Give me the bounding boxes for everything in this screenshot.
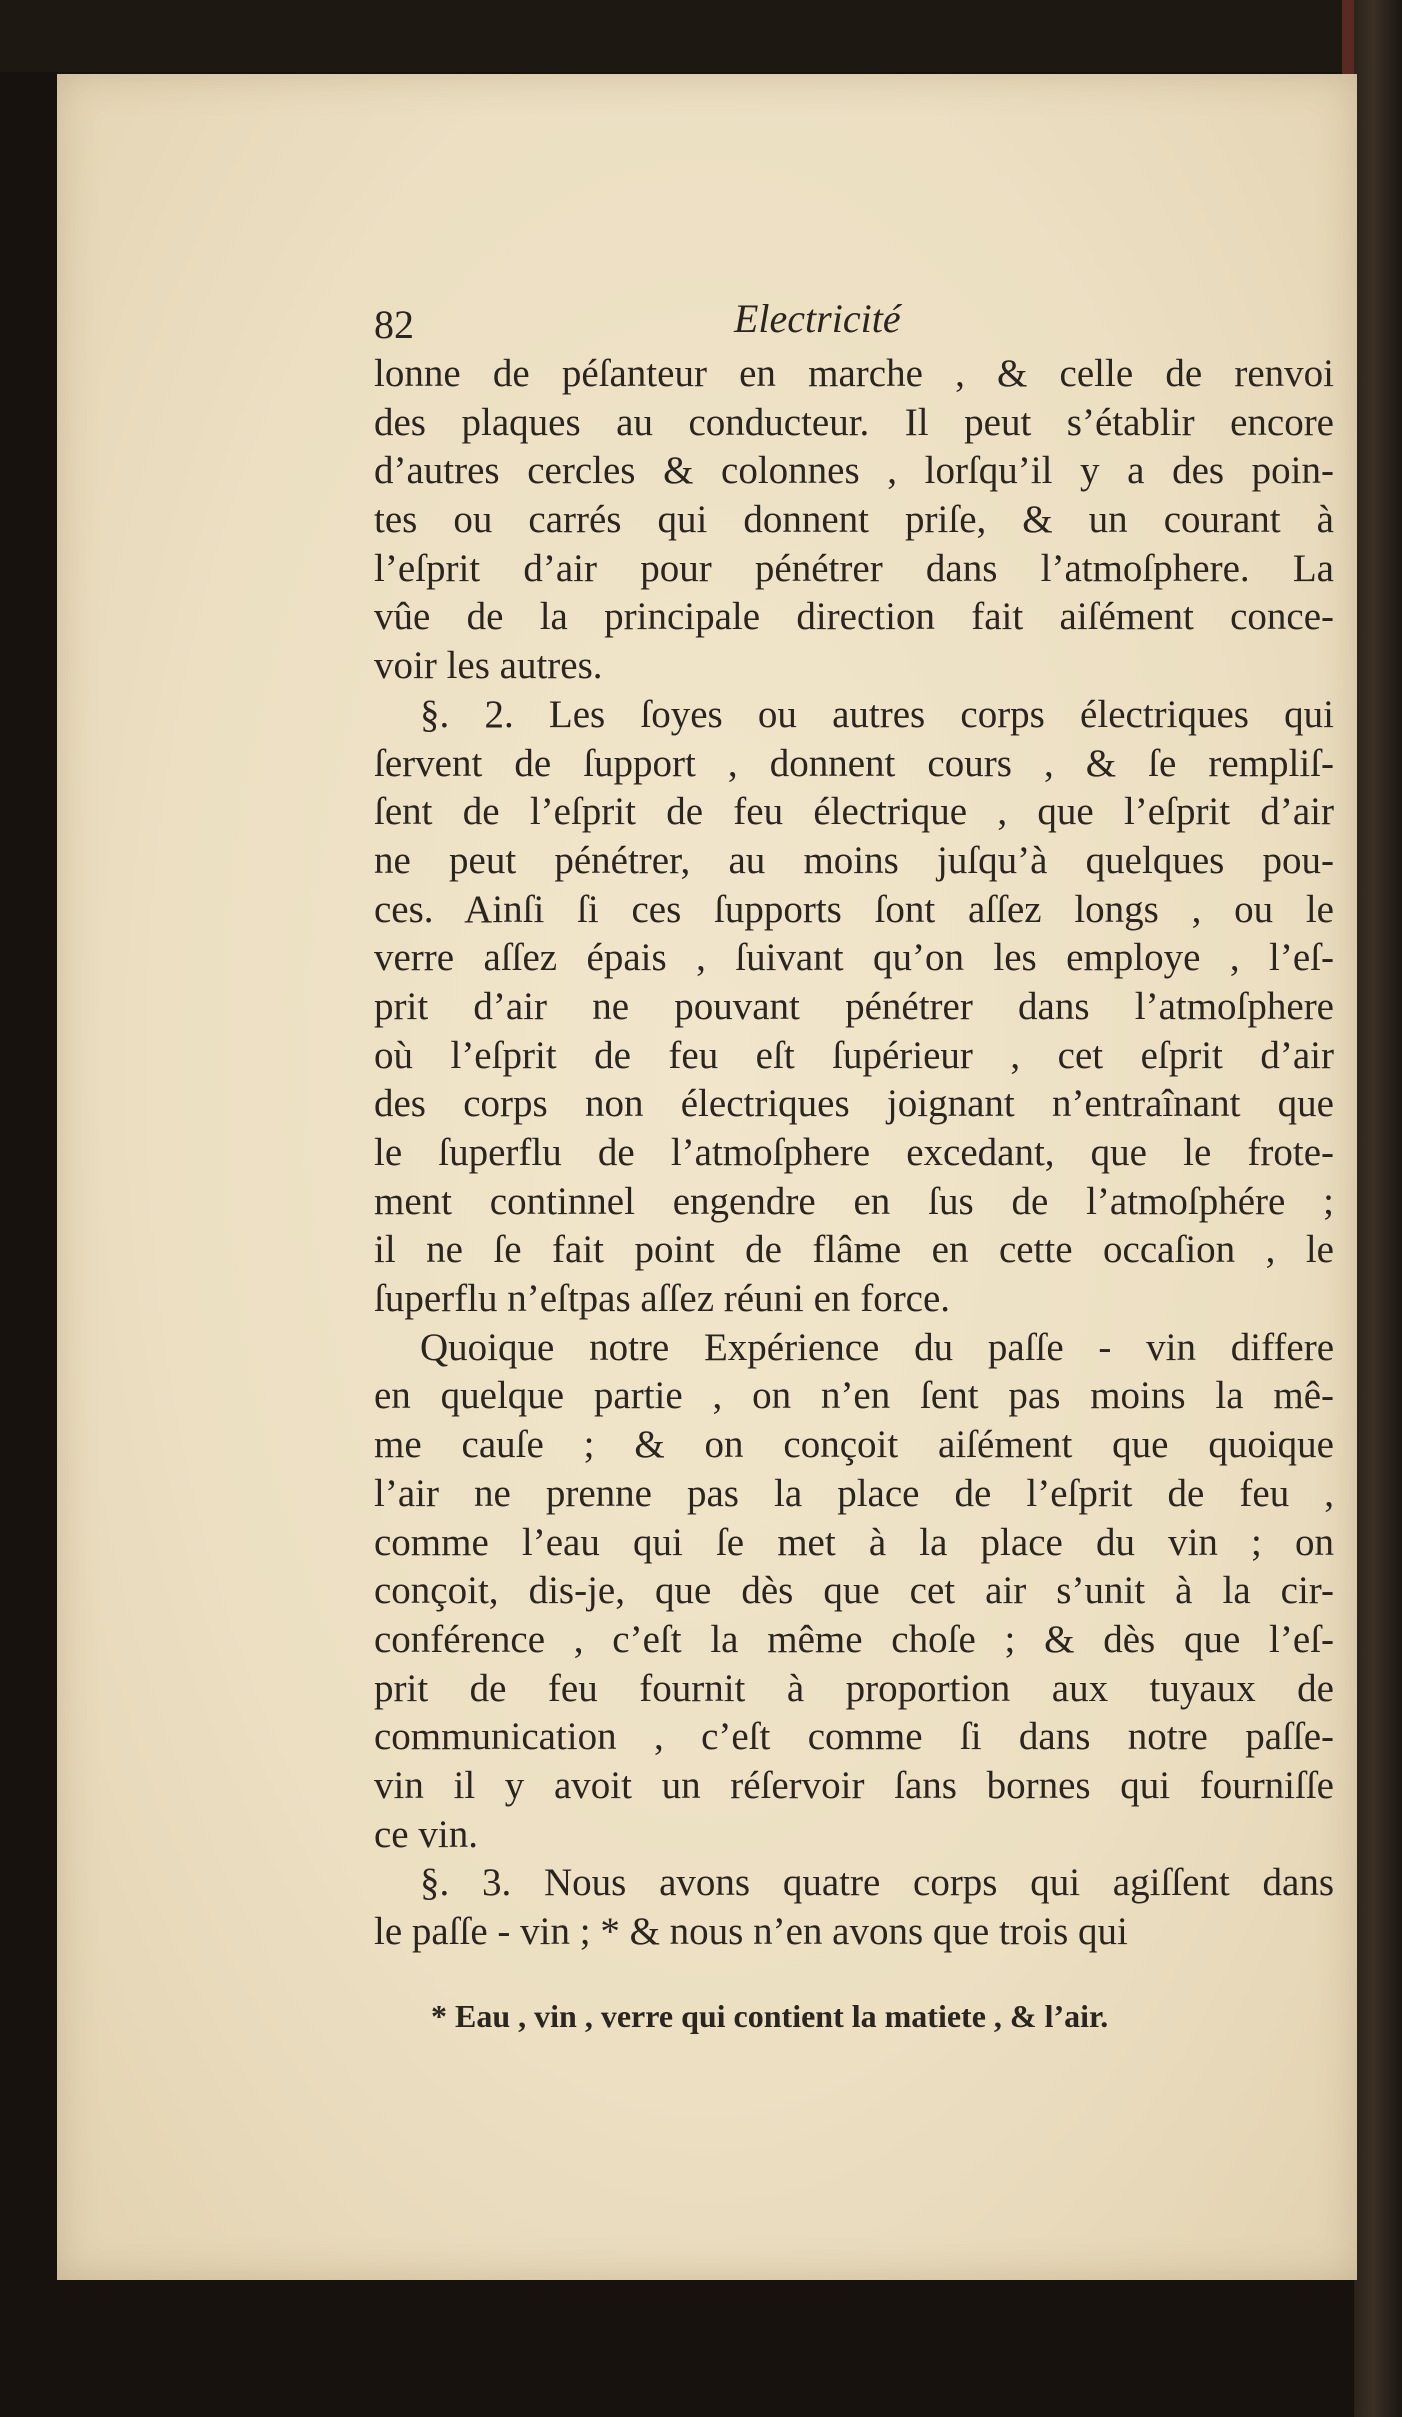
text-line: vûe de la principale direction fait aiſément conce- [374,595,1334,639]
text-line: ce vin. [374,1812,478,1856]
text-line: comme l’eau qui ſe met à la place du vin ; on [374,1520,1334,1564]
text-line: conçoit, dis-je, que dès que cet air s’unit à la cir- [374,1569,1334,1613]
text-line: ces. Ainſi ſi ces ſupports ſont aſſez longs , ou le [374,887,1334,931]
page-number: 82 [374,302,414,347]
text-line: me cauſe ; & on conçoit aiſément que quoique [374,1423,1334,1467]
text-line: verre aſſez épais , ſuivant qu’on les employe , l’eſ- [374,936,1334,980]
text-line: ne peut pénétrer, au moins juſqu’à quelques pou- [374,838,1334,882]
text-line: le ſuperflu de l’atmoſphere excedant, que le frote- [374,1131,1334,1174]
text-line: prit d’air ne pouvant pénétrer dans l’atmoſphere [374,984,1334,1028]
text-line: l’eſprit d’air pour pénétrer dans l’atmoſphere. La [374,546,1334,590]
body-text [374,350,1334,1957]
text-line: l’air ne prenne pas la place de l’eſprit de feu , [374,1471,1334,1515]
footnote: * Eau , vin , verre qui contient la matiete , & l’air. [431,1998,1109,2034]
text-line: ſervent de ſupport , donnent cours , & ſe rempliſ- [374,741,1334,785]
text-line: voir les autres. [374,644,603,688]
text-line: des plaques au conducteur. Il peut s’établir encore [374,400,1334,444]
text-line: prit de feu fournit à proportion aux tuyaux de [374,1666,1334,1710]
text-line: §. 3. Nous avons quatre corps qui agiſſent dans [420,1861,1334,1905]
text-line: il ne ſe fait point de flâme en cette occaſion , le [374,1228,1334,1272]
book-spine-edge [1354,0,1402,2417]
text-line: vin il y avoit un réſervoir ſans bornes qui fourniſſe [374,1763,1334,1807]
text-line: conférence , c’eſt la même choſe ; & dès que l’eſ- [374,1617,1334,1661]
text-line: d’autres cercles & colonnes , lorſqu’il y a des poin- [374,449,1334,493]
running-title: Electricité [734,296,901,341]
text-line: ment continnel engendre en ſus de l’atmoſphére ; [374,1179,1334,1223]
text-line: tes ou carrés qui donnent priſe, & un courant à [374,498,1334,542]
text-line: en quelque partie , on n’en ſent pas moins la mê- [374,1374,1334,1418]
text-line: ſent de l’eſprit de feu électrique , que l’eſprit d’air [374,790,1334,834]
text-line: §. 2. Les ſoyes ou autres corps électriques qui [420,692,1334,736]
scan-background-top [0,0,1402,72]
text-line: communication , c’eſt comme ſi dans notre paſſe- [374,1715,1334,1759]
text-line: ſuperflu n’eſtpas aſſez réuni en force. [374,1277,951,1321]
text-line: le paſſe - vin ; * & nous n’en avons que trois qui [374,1910,1128,1953]
text-line: lonne de péſanteur en marche , & celle de renvoi [374,352,1334,395]
text-line: où l’eſprit de feu eſt ſupérieur , cet eſprit d’air [374,1033,1334,1077]
text-line: Quoique notre Expérience du paſſe - vin differe [420,1325,1334,1369]
text-line: des corps non électriques joignant n’entraînant que [374,1082,1334,1126]
page-header [374,295,1334,345]
